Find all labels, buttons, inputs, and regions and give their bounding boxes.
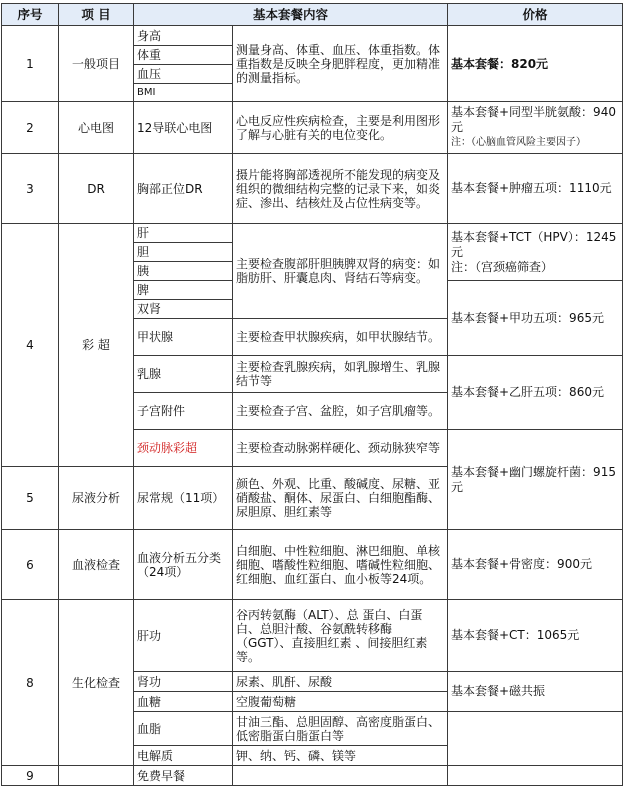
row-content: 主要检查腹部肝胆胰脾双肾的病变：如脂肪肝、肝囊息肉、肾结石等病变。 bbox=[233, 224, 448, 319]
price-note: 注：（宫颈癌筛查） bbox=[451, 259, 554, 274]
sub-item: 血糖 bbox=[134, 692, 233, 712]
sub-item: 血压 bbox=[134, 65, 233, 84]
header-row bbox=[2, 4, 623, 26]
row-no: 4 bbox=[2, 224, 59, 467]
sub-item: 肝 bbox=[134, 224, 233, 243]
row-price: 基本套餐：820元 bbox=[448, 26, 623, 102]
sub-item: 肾功 bbox=[134, 672, 233, 692]
table-row bbox=[2, 600, 623, 672]
row-content: 尿素、肌酐、尿酸 bbox=[233, 672, 448, 692]
price-main: 基本套餐+同型半胱氨酸：940元 bbox=[451, 105, 616, 134]
header-price: 价格 bbox=[448, 4, 623, 26]
sub-item: 双肾 bbox=[134, 300, 233, 319]
row-price: 基本套餐+乙肝五项：860元 bbox=[448, 356, 623, 430]
row-content: 甘油三酯、总胆固醇、高密度脂蛋白、低密脂蛋白脂蛋白等 bbox=[233, 712, 448, 746]
row-price: 基本套餐+CT：1065元 bbox=[448, 600, 623, 672]
table-row bbox=[2, 154, 623, 224]
row-item: 彩 超 bbox=[59, 224, 134, 467]
row-price-empty bbox=[448, 766, 623, 786]
row-no: 1 bbox=[2, 26, 59, 102]
header-item: 项 目 bbox=[59, 4, 134, 26]
sub-item: 12导联心电图 bbox=[134, 102, 233, 154]
row-content: 主要检查乳腺疾病，如乳腺增生、乳腺结节等 bbox=[233, 356, 448, 393]
row-content: 测量身高、体重、血压、体重指数。体重指数是反映全身肥胖程度，更加精准的测量指标。 bbox=[233, 26, 448, 102]
row-content: 钾、纳、钙、磷、镁等 bbox=[233, 746, 448, 766]
row-price bbox=[448, 430, 623, 530]
sub-item: 甲状腺 bbox=[134, 319, 233, 356]
row-price bbox=[448, 224, 623, 281]
sub-item: 肝功 bbox=[134, 600, 233, 672]
row-content: 摄片能将胸部透视所不能发现的病变及组织的微细结构完整的记录下来，如炎症、渗出、结核灶及占位性病变等。 bbox=[233, 154, 448, 224]
sub-item: 电解质 bbox=[134, 746, 233, 766]
row-no: 8 bbox=[2, 600, 59, 766]
header-no: 序号 bbox=[2, 4, 59, 26]
table-row bbox=[2, 102, 623, 154]
row-item-empty bbox=[59, 766, 134, 786]
sub-item: 血液分析五分类（24项） bbox=[134, 530, 233, 600]
row-no: 9 bbox=[2, 766, 59, 786]
row-price: 基本套餐+肿瘤五项：1110元 bbox=[448, 154, 623, 224]
table-row bbox=[2, 224, 623, 243]
row-price-empty bbox=[448, 712, 623, 766]
row-item: 尿液分析 bbox=[59, 467, 134, 530]
table-row bbox=[2, 766, 623, 786]
sub-item: 胆 bbox=[134, 243, 233, 262]
row-item: 心电图 bbox=[59, 102, 134, 154]
price-main: 基本套餐+TCT（HPV）：1245元 bbox=[451, 229, 617, 259]
row-content: 白细胞、中性粒细胞、淋巴细胞、单核细胞、嗜酸性粒细胞、嗜碱性粒细胞、红细胞、血红蛋白、血小板等24项。 bbox=[233, 530, 448, 600]
sub-item: 胸部正位DR bbox=[134, 154, 233, 224]
row-content: 主要检查甲状腺疾病，如甲状腺结节。 bbox=[233, 319, 448, 356]
package-table bbox=[1, 3, 623, 786]
sub-item: 身高 bbox=[134, 26, 233, 46]
row-content: 主要检查子宫、盆腔，如子宫肌瘤等。 bbox=[233, 393, 448, 430]
sub-item: 子宫附件 bbox=[134, 393, 233, 430]
row-content: 颜色、外观、比重、酸碱度、尿糖、亚硝酸盐、酮体、尿蛋白、白细胞酯酶、尿胆原、胆红素等 bbox=[233, 467, 448, 530]
row-item: 一般项目 bbox=[59, 26, 134, 102]
row-content: 空腹葡萄糖 bbox=[233, 692, 448, 712]
row-content: 主要检查动脉粥样硬化、颈动脉狭窄等 bbox=[233, 430, 448, 467]
row-no: 3 bbox=[2, 154, 59, 224]
sub-item: 尿常规（11项） bbox=[134, 467, 233, 530]
sub-item: 血脂 bbox=[134, 712, 233, 746]
table-row bbox=[2, 530, 623, 600]
row-price: 基本套餐+骨密度：900元 bbox=[448, 530, 623, 600]
row-content: 心电反应性疾病检查，主要是利用图形了解与心脏有关的电位变化。 bbox=[233, 102, 448, 154]
row-item: DR bbox=[59, 154, 134, 224]
row-no: 6 bbox=[2, 530, 59, 600]
sub-item: 颈动脉彩超 bbox=[134, 430, 233, 467]
row-no: 2 bbox=[2, 102, 59, 154]
sub-item: 胰 bbox=[134, 262, 233, 281]
price-note: 注：（心脑血管风险主要因子） bbox=[451, 137, 586, 148]
sub-item: 脾 bbox=[134, 281, 233, 300]
sub-item: 体重 bbox=[134, 46, 233, 65]
row-content-empty bbox=[233, 766, 448, 786]
row-item: 生化检查 bbox=[59, 600, 134, 766]
sub-item: 免费早餐 bbox=[134, 766, 233, 786]
row-price bbox=[448, 102, 623, 154]
sub-item: BMI bbox=[134, 84, 233, 102]
row-price: 基本套餐+磁共振 bbox=[448, 672, 623, 712]
price-main: 基本套餐+幽门螺旋杆菌：915元 bbox=[451, 464, 616, 494]
row-no: 5 bbox=[2, 467, 59, 530]
table-row bbox=[2, 26, 623, 46]
sub-item: 乳腺 bbox=[134, 356, 233, 393]
row-item: 血液检查 bbox=[59, 530, 134, 600]
row-content: 谷丙转氨酶（ALT）、总 蛋白、白蛋白、总胆汁酸、谷氨酰转移酶（GGT）、直接胆红素 、间接胆红素等。 bbox=[233, 600, 448, 672]
row-price: 基本套餐+甲功五项：965元 bbox=[448, 281, 623, 356]
header-content: 基本套餐内容 bbox=[134, 4, 448, 26]
